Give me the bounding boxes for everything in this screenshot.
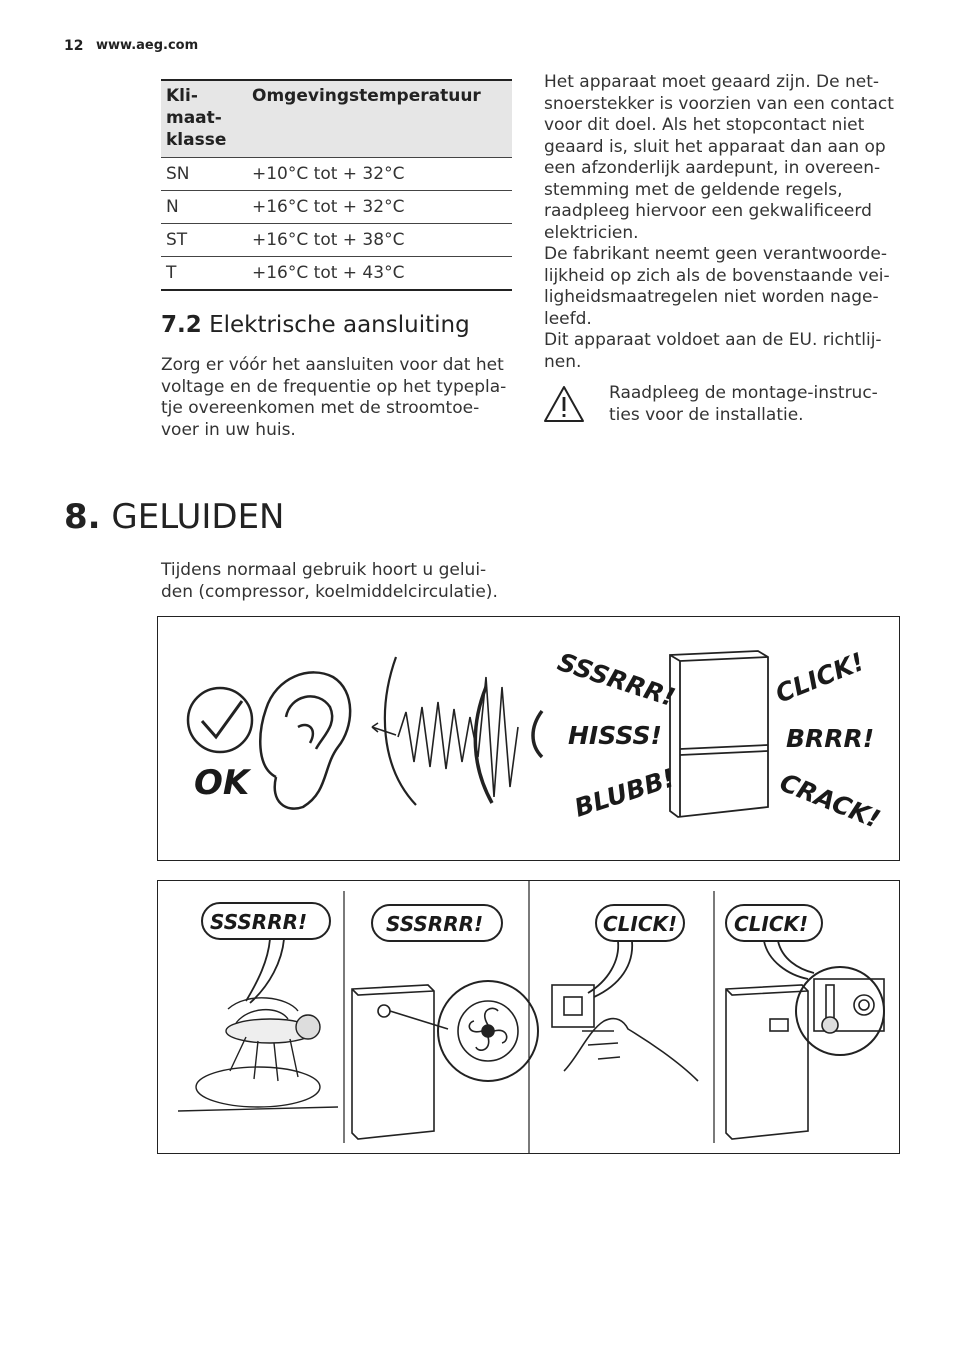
- table-header-ambient-temperature: Omgevingstemperatuur: [247, 80, 512, 158]
- sound-label: SSSRRR!: [554, 647, 679, 713]
- table-row: [161, 224, 512, 257]
- section-8-heading: [64, 497, 284, 537]
- sound-label: BLUBB!: [570, 763, 679, 823]
- fridge-icon: [670, 651, 768, 817]
- sound-sources-illustration: [157, 880, 900, 1154]
- table-cell: +16°C tot + 43°C: [247, 257, 512, 291]
- intro-line: den (compressor, koelmiddelcirculatie).: [161, 581, 498, 602]
- warning-line: Raadpleeg de montage-instruc-: [609, 383, 878, 403]
- sound-label: CLICK!: [734, 912, 809, 936]
- sound-wave-icon: [372, 657, 542, 805]
- table-cell: ST: [161, 224, 247, 257]
- text-line: voor dit doel. Als het stopcontact niet: [544, 115, 865, 135]
- table-header-row: [161, 80, 512, 158]
- sound-label: HISSS!: [568, 721, 662, 750]
- text-line: snoerstekker is voorzien van een contact: [544, 93, 894, 114]
- section-title: Elektrische aansluiting: [209, 312, 470, 338]
- warning-text: [609, 383, 899, 426]
- header-line: klasse: [166, 130, 227, 150]
- text-line: leefd.: [544, 308, 592, 329]
- sound-label: CLICK!: [771, 646, 869, 709]
- fridge-thermostat-icon: [726, 967, 884, 1139]
- climate-class-table: [161, 79, 512, 291]
- text-line: Dit apparaat voldoet aan de EU. richtlij-: [544, 330, 882, 350]
- text-line: stemming met de geldende regels,: [544, 179, 843, 200]
- table-cell: +16°C tot + 32°C: [247, 191, 512, 224]
- sound-label: CLICK!: [603, 912, 678, 936]
- table-cell: N: [161, 191, 247, 224]
- sound-label: SSSRRR!: [210, 910, 308, 934]
- page-number: 12: [64, 38, 84, 54]
- sound-label: BRRR!: [786, 724, 875, 753]
- hand-switch-icon: [552, 985, 698, 1081]
- text-line: Het apparaat moet geaard zijn. De net-: [544, 72, 880, 92]
- sound-label: SSSRRR!: [386, 912, 484, 936]
- ear-icon: [260, 672, 350, 808]
- text-line: De fabrikant neemt geen verantwoorde-: [544, 244, 888, 264]
- section-number: 7.2: [161, 312, 202, 338]
- intro-line: Tijdens normaal gebruik hoort u gelui-: [161, 560, 487, 580]
- grounding-text: [544, 72, 896, 373]
- section-7-2-text: Zorg er vóór het aansluiten voor dat het voltage en de frequentie op het typepla-tje overeenkomen met de stroomtoe-voer in uw huis.: [161, 355, 507, 440]
- text-line: een afzonderlijk aardepunt, in overeen-: [544, 158, 881, 178]
- table-header-climate-class: [161, 80, 247, 158]
- warning-line: ties voor de installatie.: [609, 404, 804, 425]
- section-8-intro: [161, 560, 511, 603]
- warning-triangle-icon: [543, 385, 585, 423]
- ok-label: OK: [194, 763, 250, 803]
- sounds-illustration: [157, 616, 900, 861]
- table-row: [161, 257, 512, 291]
- table-cell: T: [161, 257, 247, 291]
- header-line: maat-: [166, 108, 222, 128]
- text-line: raadpleeg hiervoor een gekwalificeerd: [544, 201, 872, 221]
- header-line: Kli-: [166, 86, 198, 106]
- table-row: [161, 158, 512, 191]
- website: www.aeg.com: [96, 38, 199, 53]
- fridge-fan-icon: [352, 981, 538, 1139]
- text-line: geaard is, sluit het apparaat dan aan op: [544, 136, 886, 157]
- text-line: ligheidsmaatregelen niet worden nage-: [544, 287, 879, 307]
- section-title: GELUIDEN: [111, 497, 285, 537]
- table-cell: SN: [161, 158, 247, 191]
- table-cell: +16°C tot + 38°C: [247, 224, 512, 257]
- check-circle-icon: [188, 688, 252, 752]
- table-row: [161, 191, 512, 224]
- text-line: lijkheid op zich als de bovenstaande vei-: [544, 265, 890, 286]
- text-line: elektricien.: [544, 222, 639, 243]
- section-7-2-heading: [161, 312, 470, 338]
- table-cell: +10°C tot + 32°C: [247, 158, 512, 191]
- sound-label: CRACK!: [775, 767, 885, 835]
- text-line: nen.: [544, 351, 582, 372]
- fly-icon: [178, 998, 338, 1111]
- section-number: 8.: [64, 497, 101, 537]
